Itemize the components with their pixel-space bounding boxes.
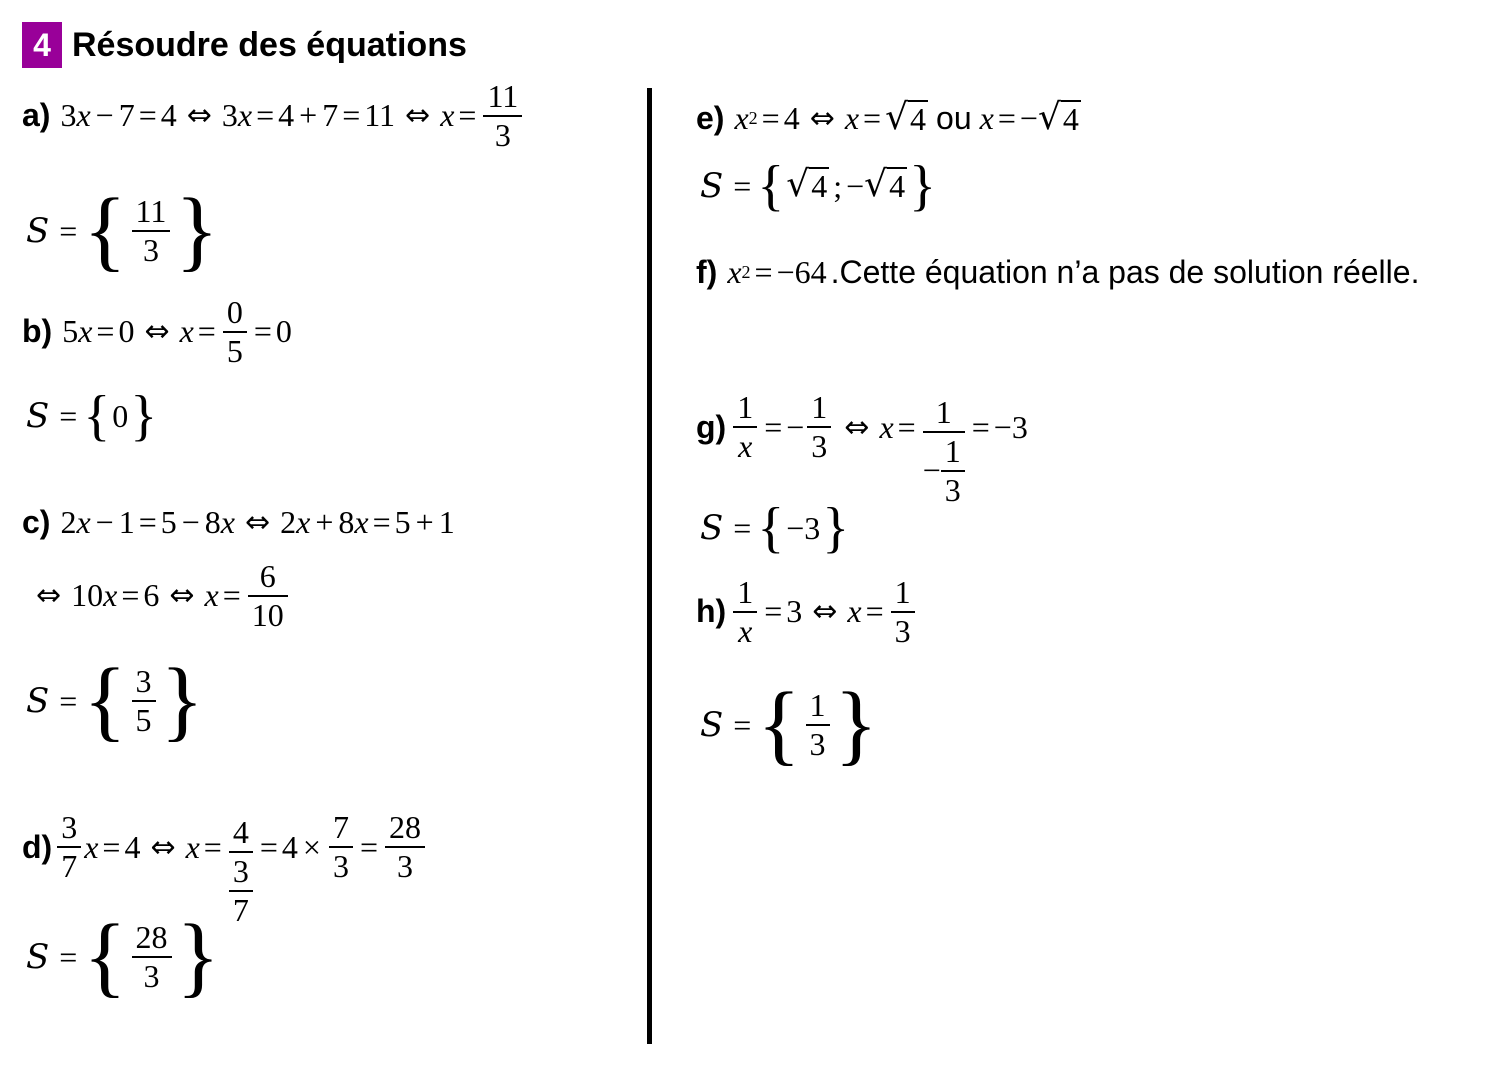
solution-set-symbol: S [700, 705, 724, 745]
solution-set-symbol: S [26, 396, 50, 436]
equals-sign: = [197, 313, 216, 350]
term: 7 [118, 97, 135, 134]
term: 3 [60, 97, 77, 134]
equals-sign: = [971, 408, 990, 445]
numerator: 3 [135, 663, 152, 700]
equals-sign: = [59, 938, 78, 975]
square-root [864, 164, 907, 206]
times-sign: × [302, 828, 321, 865]
term: 4 [124, 828, 141, 865]
denominator: 7 [61, 848, 78, 885]
denominator: 7 [232, 891, 249, 928]
equivalence-symbol: ⇔ [144, 314, 170, 350]
equals-sign: = [761, 100, 780, 137]
denominator [923, 433, 965, 509]
numerator: 1 [944, 432, 961, 469]
term: 4 [783, 100, 800, 137]
numerator: 4 [232, 814, 249, 850]
fraction [385, 809, 425, 885]
solution-set-c [26, 651, 206, 750]
equals-sign: = [121, 577, 140, 614]
minus-sign: − [993, 408, 1012, 445]
denominator: x [738, 428, 753, 465]
denominator: 3 [143, 958, 160, 994]
fraction [329, 809, 353, 885]
equivalence-symbol: ⇔ [169, 578, 195, 614]
var-x: x [78, 313, 93, 350]
solution-set-g [700, 497, 851, 559]
solution-set-b [26, 385, 159, 447]
denominator: 3 [809, 726, 826, 762]
term: 1 [118, 504, 135, 540]
denominator: 5 [135, 702, 152, 738]
var-x: x [844, 100, 860, 137]
equation-d [22, 766, 428, 928]
equation-b [22, 294, 292, 370]
term: 11 [364, 97, 396, 134]
fraction [733, 574, 757, 650]
right-brace: } [130, 385, 158, 447]
equals-sign: = [863, 100, 882, 137]
equals-sign: = [259, 828, 278, 865]
denominator: 3 [142, 232, 159, 268]
var-x: x [220, 504, 235, 540]
solution-set-symbol: S [700, 166, 724, 206]
left-brace: { [83, 181, 127, 280]
numerator: 1 [894, 574, 911, 610]
var-x: x [76, 504, 91, 540]
equals-sign: = [59, 682, 78, 719]
label-g: g) [696, 408, 727, 445]
minus-sign: − [776, 254, 795, 290]
right-brace: } [176, 907, 220, 1006]
plus-sign: + [299, 97, 318, 134]
equation-e [696, 97, 1081, 138]
equals-sign: = [138, 504, 157, 540]
equals-sign: = [59, 397, 78, 434]
equals-sign: = [733, 706, 752, 743]
term: 10 [71, 577, 104, 614]
fraction [248, 558, 288, 634]
numerator: 1 [935, 394, 952, 430]
radicand: 4 [811, 168, 828, 205]
equals-sign: = [253, 313, 272, 350]
left-brace: { [83, 907, 127, 1006]
fraction [223, 294, 247, 370]
column-divider [647, 88, 652, 1044]
term: 5 [160, 504, 177, 540]
var-x: x [440, 97, 455, 134]
fraction [891, 574, 915, 650]
term: 4 [160, 97, 177, 134]
denominator: 3 [944, 471, 961, 508]
label-f: f) [696, 254, 718, 290]
right-brace: } [909, 155, 936, 217]
numerator: 11 [487, 78, 519, 114]
equals-sign: = [897, 408, 916, 445]
equivalence-symbol: ⇔ [812, 594, 838, 630]
radicand: 4 [1062, 101, 1079, 137]
equals-sign: = [997, 100, 1016, 137]
left-brace: { [757, 155, 785, 217]
equals-sign: = [764, 593, 783, 630]
term: 7 [322, 97, 339, 134]
solution-set-symbol: S [26, 937, 50, 977]
equals-sign: = [372, 504, 391, 540]
denominator: 5 [226, 332, 243, 369]
equals-sign: = [359, 828, 378, 865]
minus-sign: − [95, 97, 114, 134]
var-x: x [354, 504, 369, 540]
var-x: x [179, 313, 194, 350]
equals-sign: = [222, 577, 241, 614]
equals-sign: = [865, 593, 884, 630]
equals-sign: = [764, 408, 783, 445]
equation-c [22, 504, 455, 541]
var-x: x [185, 828, 200, 865]
var-x: x [847, 593, 862, 630]
radicand: 4 [910, 101, 927, 137]
numerator: 28 [135, 919, 168, 956]
left-brace: { [83, 651, 127, 750]
var-x: x [879, 408, 894, 445]
equivalence-symbol: ⇔ [150, 829, 176, 865]
plus-sign: + [315, 504, 334, 540]
var-x: x [734, 100, 749, 137]
equals-sign: = [458, 97, 477, 134]
numerator: 1 [737, 574, 754, 610]
solution-set-e [700, 155, 938, 217]
square-root [786, 164, 829, 206]
solution-set-a [26, 181, 221, 280]
denominator: 3 [811, 428, 828, 465]
var-x: x [727, 254, 742, 290]
term: 6 [143, 577, 160, 614]
numerator: 6 [259, 558, 276, 594]
radical-sign: √ [786, 164, 810, 206]
term: 3 [786, 593, 803, 630]
fraction [807, 389, 831, 465]
exercise-header [22, 22, 467, 68]
right-brace: } [175, 181, 219, 280]
minus-sign: − [1019, 100, 1038, 137]
var-x: x [76, 97, 91, 134]
fraction [132, 663, 156, 739]
denominator: 3 [396, 848, 413, 885]
solution-set-symbol: S [26, 211, 50, 251]
equals-sign: = [138, 97, 157, 134]
term: 8 [204, 504, 221, 540]
label-e: e) [696, 100, 725, 137]
word-ou: ou [936, 100, 972, 137]
numerator: 3 [61, 809, 78, 846]
left-brace: { [757, 497, 785, 559]
term: 5 [62, 313, 79, 350]
compound-fraction [229, 814, 253, 928]
fraction [806, 687, 830, 763]
label-b: b) [22, 313, 53, 350]
numerator: 1 [811, 389, 828, 426]
fraction [57, 809, 81, 885]
term: 4 [278, 97, 295, 134]
denominator: 3 [332, 848, 349, 885]
equals-sign: = [754, 254, 773, 290]
no-solution-text: .Cette équation n’a pas de solution réelle. [830, 254, 1420, 290]
equivalence-symbol: ⇔ [36, 578, 62, 614]
equals-sign: = [342, 97, 361, 134]
exercise-title: Résoudre des équations [72, 25, 467, 64]
label-h: h) [696, 593, 727, 630]
fraction [941, 433, 965, 509]
denominator: 3 [894, 612, 911, 649]
term: 5 [394, 504, 411, 540]
term: 3 [1011, 408, 1028, 445]
numerator: 3 [232, 852, 249, 889]
left-brace: { [83, 385, 111, 447]
minus-sign: − [922, 452, 941, 489]
minus-sign: − [786, 408, 805, 445]
solution-set-symbol: S [700, 508, 724, 548]
square-root [1037, 97, 1081, 138]
equivalence-symbol: ⇔ [186, 98, 212, 134]
numerator: 28 [388, 809, 421, 846]
plus-sign: + [415, 504, 434, 540]
term: 4 [281, 828, 298, 865]
fraction [733, 389, 757, 465]
var-x: x [204, 577, 219, 614]
numerator: 11 [135, 193, 167, 230]
var-x: x [84, 828, 99, 865]
equation-f [696, 254, 1419, 291]
term: 3 [221, 97, 238, 134]
solution-set-d [26, 907, 222, 1006]
label-d: d) [22, 828, 53, 865]
radicand: 4 [889, 168, 906, 205]
radical-sign: √ [864, 164, 888, 206]
equivalence-symbol: ⇔ [245, 505, 271, 540]
equals-sign: = [102, 828, 121, 865]
equals-sign: = [733, 167, 752, 204]
var-x: x [237, 97, 253, 134]
equivalence-symbol: ⇔ [405, 98, 431, 134]
equals-sign: = [733, 509, 752, 546]
square-root [885, 97, 928, 138]
solution-set-h [700, 675, 880, 774]
denominator: 3 [494, 116, 511, 153]
term: 8 [338, 504, 355, 540]
radical-sign: √ [1037, 97, 1061, 138]
equation-c-step [26, 558, 291, 634]
term: 2 [280, 504, 297, 540]
solution-value: 3 [804, 509, 821, 546]
compound-fraction [923, 394, 965, 508]
radical-sign: √ [885, 97, 909, 138]
numerator: 0 [226, 294, 243, 330]
semicolon: ; [833, 167, 843, 204]
solution-value: 0 [112, 397, 129, 434]
left-brace: { [757, 675, 801, 774]
right-brace: } [160, 651, 204, 750]
exponent: 2 [741, 262, 751, 282]
numerator: 7 [332, 809, 349, 846]
right-brace: } [822, 497, 850, 559]
term: 0 [118, 313, 135, 350]
equals-sign: = [256, 97, 275, 134]
minus-sign: − [786, 509, 805, 546]
equals-sign: = [96, 313, 115, 350]
term: 2 [60, 504, 77, 540]
var-x: x [979, 100, 994, 137]
equation-h [696, 574, 918, 650]
exponent: 2 [748, 108, 758, 129]
equation-g [696, 346, 1028, 508]
exercise-number-badge: 4 [22, 22, 62, 68]
minus-sign: − [181, 504, 200, 540]
fraction [483, 78, 522, 154]
fraction [132, 919, 172, 995]
term: 64 [794, 254, 827, 290]
equals-sign: = [203, 828, 222, 865]
label-c: c) [22, 504, 51, 540]
var-x: x [103, 577, 118, 614]
fraction [229, 853, 253, 929]
equivalence-symbol: ⇔ [809, 101, 835, 137]
term: 1 [438, 504, 455, 540]
solution-set-symbol: S [26, 681, 50, 721]
numerator: 1 [737, 389, 754, 426]
equation-a [22, 78, 525, 154]
fraction [132, 193, 171, 269]
right-brace: } [834, 675, 878, 774]
denominator: x [738, 612, 753, 649]
minus-sign: − [95, 504, 114, 540]
equivalence-symbol: ⇔ [844, 409, 870, 445]
term: 0 [275, 313, 292, 350]
var-x: x [296, 504, 311, 540]
denominator: 10 [251, 596, 284, 633]
numerator: 1 [809, 687, 826, 724]
label-a: a) [22, 97, 51, 134]
equals-sign: = [59, 212, 78, 249]
minus-sign: − [846, 167, 865, 204]
